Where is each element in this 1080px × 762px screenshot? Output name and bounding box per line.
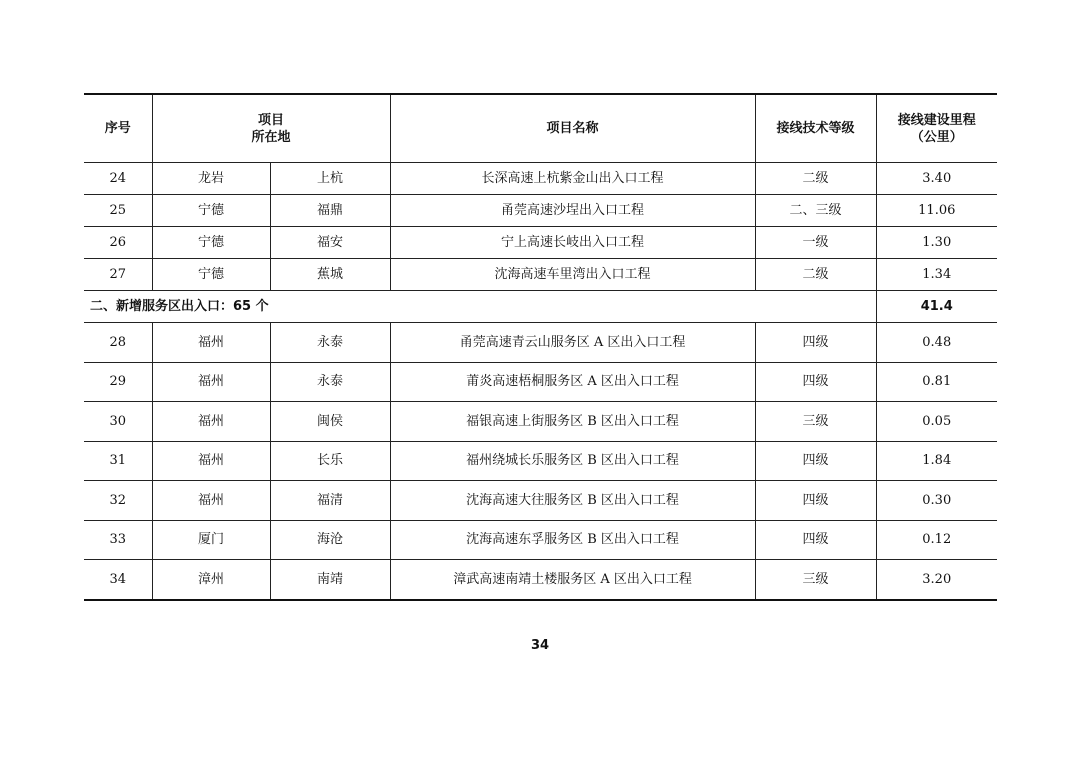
row-grade: 二、三级	[755, 195, 876, 227]
table-row	[84, 481, 997, 521]
section-row	[84, 291, 997, 323]
table-row	[84, 560, 997, 600]
row-mileage: 3.40	[876, 163, 997, 195]
row-mileage: 1.34	[876, 259, 997, 291]
row-seq: 31	[84, 441, 152, 481]
row-grade: 二级	[755, 259, 876, 291]
project-table	[84, 93, 997, 601]
header-name: 项目名称	[390, 94, 755, 163]
row-project-name: 长深高速上杭紫金山出入口工程	[390, 163, 755, 195]
row-county: 闽侯	[270, 402, 390, 442]
row-seq: 30	[84, 402, 152, 442]
row-mileage: 1.84	[876, 441, 997, 481]
header-mileage-line1: 接线建设里程	[897, 112, 976, 128]
header-location	[152, 94, 390, 163]
row-county: 长乐	[270, 441, 390, 481]
table-body-part2	[84, 323, 997, 600]
section-body	[84, 291, 997, 323]
row-mileage: 0.30	[876, 481, 997, 521]
row-seq: 25	[84, 195, 152, 227]
row-project-name: 甬莞高速沙埕出入口工程	[390, 195, 755, 227]
table-row	[84, 520, 997, 560]
header-seq: 序号	[84, 94, 152, 163]
row-city: 漳州	[152, 560, 270, 600]
row-mileage: 0.05	[876, 402, 997, 442]
row-county: 福清	[270, 481, 390, 521]
row-grade: 二级	[755, 163, 876, 195]
row-project-name: 沈海高速东孚服务区 B 区出入口工程	[390, 520, 755, 560]
header-location-line2: 所在地	[251, 129, 291, 145]
row-grade: 一级	[755, 227, 876, 259]
row-project-name: 漳武高速南靖土楼服务区 A 区出入口工程	[390, 560, 755, 600]
row-city: 福州	[152, 362, 270, 402]
row-city: 宁德	[152, 259, 270, 291]
row-city: 宁德	[152, 227, 270, 259]
row-mileage: 11.06	[876, 195, 997, 227]
row-grade: 三级	[755, 402, 876, 442]
row-county: 永泰	[270, 362, 390, 402]
row-city: 福州	[152, 481, 270, 521]
row-project-name: 福州绕城长乐服务区 B 区出入口工程	[390, 441, 755, 481]
row-seq: 26	[84, 227, 152, 259]
row-grade: 四级	[755, 481, 876, 521]
row-seq: 33	[84, 520, 152, 560]
page-number: 34	[530, 638, 550, 653]
row-city: 福州	[152, 323, 270, 363]
section-mileage: 41.4	[876, 291, 997, 323]
row-grade: 四级	[755, 520, 876, 560]
table-row	[84, 259, 997, 291]
row-county: 南靖	[270, 560, 390, 600]
row-county: 蕉城	[270, 259, 390, 291]
row-seq: 34	[84, 560, 152, 600]
row-project-name: 甬莞高速青云山服务区 A 区出入口工程	[390, 323, 755, 363]
table-header-row	[84, 94, 997, 163]
row-grade: 四级	[755, 362, 876, 402]
header-mileage-line2: （公里）	[910, 129, 963, 145]
row-grade: 四级	[755, 441, 876, 481]
row-grade: 三级	[755, 560, 876, 600]
row-project-name: 沈海高速车里湾出入口工程	[390, 259, 755, 291]
row-county: 永泰	[270, 323, 390, 363]
row-seq: 32	[84, 481, 152, 521]
header-mileage	[876, 94, 997, 163]
row-seq: 27	[84, 259, 152, 291]
row-mileage: 0.12	[876, 520, 997, 560]
table-row	[84, 227, 997, 259]
row-county: 福安	[270, 227, 390, 259]
table-row	[84, 323, 997, 363]
table-row	[84, 441, 997, 481]
row-mileage: 0.48	[876, 323, 997, 363]
section-label: 二、新增服务区出入口：65 个	[84, 291, 876, 323]
table-row	[84, 195, 997, 227]
row-mileage: 3.20	[876, 560, 997, 600]
row-mileage: 0.81	[876, 362, 997, 402]
table-row	[84, 362, 997, 402]
row-project-name: 莆炎高速梧桐服务区 A 区出入口工程	[390, 362, 755, 402]
table-row	[84, 402, 997, 442]
row-seq: 24	[84, 163, 152, 195]
row-grade: 四级	[755, 323, 876, 363]
row-seq: 28	[84, 323, 152, 363]
header-grade: 接线技术等级	[755, 94, 876, 163]
row-county: 海沧	[270, 520, 390, 560]
row-city: 宁德	[152, 195, 270, 227]
row-city: 福州	[152, 441, 270, 481]
row-city: 厦门	[152, 520, 270, 560]
row-county: 福鼎	[270, 195, 390, 227]
row-county: 上杭	[270, 163, 390, 195]
row-seq: 29	[84, 362, 152, 402]
row-project-name: 沈海高速大往服务区 B 区出入口工程	[390, 481, 755, 521]
row-city: 龙岩	[152, 163, 270, 195]
table-body-part1	[84, 163, 997, 291]
row-project-name: 福银高速上街服务区 B 区出入口工程	[390, 402, 755, 442]
table-row	[84, 163, 997, 195]
row-mileage: 1.30	[876, 227, 997, 259]
header-location-line1: 项目	[258, 112, 285, 128]
row-project-name: 宁上高速长岐出入口工程	[390, 227, 755, 259]
row-city: 福州	[152, 402, 270, 442]
